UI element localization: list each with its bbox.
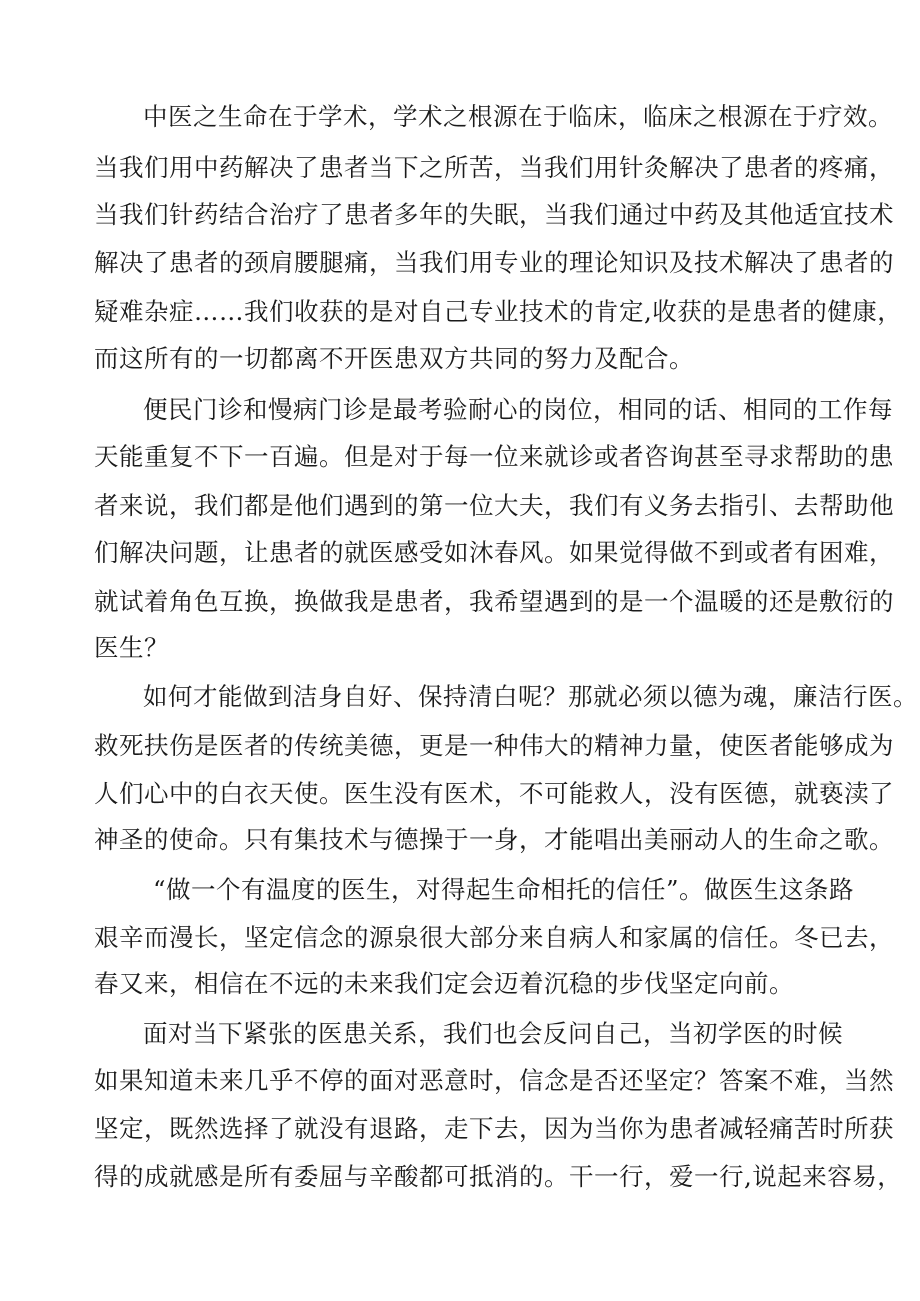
paragraph-5-line-2: 如果知道未来几乎不停的面对恶意时，信念是否还坚定？答案不难，当然 — [94, 1066, 894, 1095]
paragraph-1-line-6: 而这所有的一切都离不开医患双方共同的努力及配合。 — [94, 344, 694, 373]
paragraph-1-line-4: 解决了患者的颈肩腰腿痛，当我们用专业的理论知识及技术解决了患者的 — [94, 248, 894, 277]
paragraph-1-line-3: 当我们针药结合治疗了患者多年的失眠，当我们通过中药及其他适宜技术 — [94, 200, 894, 229]
paragraph-5-line-4: 得的成就感是所有委屈与辛酸都可抵消的。干一行，爱一行,说起来容易， — [94, 1162, 903, 1191]
paragraph-3-line-1: 如何才能做到洁身自好、保持清白呢？那就必须以德为魂，廉洁行医。 — [143, 682, 918, 711]
paragraph-1-line-1: 中医之生命在于学术，学术之根源在于临床，临床之根源在于疗效。 — [143, 102, 893, 131]
paragraph-5-line-1: 面对当下紧张的医患关系，我们也会反问自己，当初学医的时候 — [143, 1019, 843, 1048]
paragraph-4-line-3: 春又来，相信在不远的未来我们定会迈着沉稳的步伐坚定向前。 — [94, 969, 794, 998]
paragraph-2-line-1: 便民门诊和慢病门诊是最考验耐心的岗位，相同的话、相同的工作每 — [143, 395, 893, 424]
paragraph-1-line-5: 疑难杂症……我们收获的是对自己专业技术的肯定,收获的是患者的健康， — [94, 297, 903, 326]
paragraph-3-line-2: 救死扶伤是医者的传统美德，更是一种伟大的精神力量，使医者能够成为 — [94, 731, 894, 760]
paragraph-4-line-2: 艰辛而漫长，坚定信念的源泉很大部分来自病人和家属的信任。冬已去， — [94, 923, 894, 952]
paragraph-2-line-5: 就试着角色互换，换做我是患者，我希望遇到的是一个温暖的还是敷衍的 — [94, 587, 894, 616]
paragraph-1-line-2: 当我们用中药解决了患者当下之所苦，当我们用针灸解决了患者的疼痛， — [94, 153, 894, 182]
paragraph-2-line-3: 者来说，我们都是他们遇到的第一位大夫，我们有义务去指引、去帮助他 — [94, 491, 894, 520]
paragraph-2-line-2: 天能重复不下一百遍。但是对于每一位来就诊或者咨询甚至寻求帮助的患 — [94, 442, 894, 471]
paragraph-3-line-4: 神圣的使命。只有集技术与德操于一身，才能唱出美丽动人的生命之歌。 — [94, 825, 894, 854]
paragraph-3-line-3: 人们心中的白衣天使。医生没有医术，不可能救人，没有医德，就亵渎了 — [94, 779, 894, 808]
paragraph-4-line-1: “做一个有温度的医生，对得起生命相托的信任”。做医生这条路 — [153, 875, 855, 904]
paragraph-2-line-6: 医生？ — [94, 633, 169, 662]
paragraph-5-line-3: 坚定，既然选择了就没有退路，走下去，因为当你为患者减轻痛苦时所获 — [94, 1114, 894, 1143]
paragraph-2-line-4: 们解决问题，让患者的就医感受如沐春风。如果觉得做不到或者有困难， — [94, 538, 894, 567]
